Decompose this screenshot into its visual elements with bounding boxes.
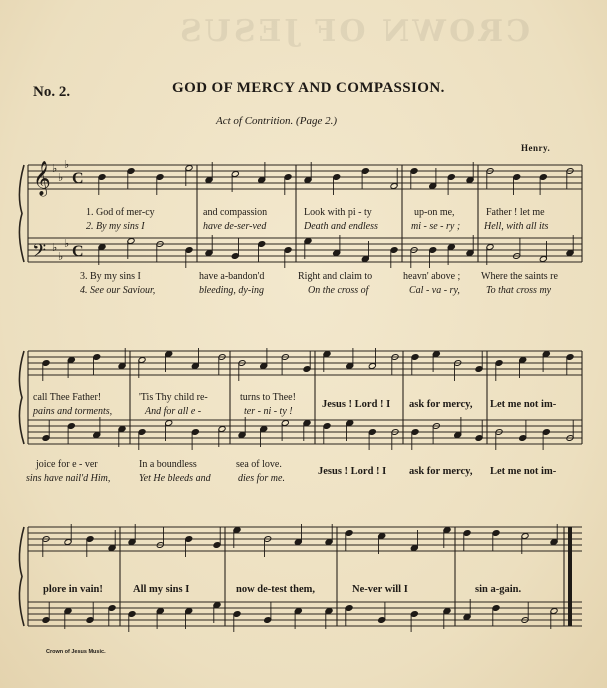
final-barline-thick	[568, 527, 572, 626]
lyric-line: sin a-gain.	[475, 584, 522, 595]
lyric-line: turns to Thee!	[240, 392, 296, 403]
lyric-line: Death and endless	[304, 221, 378, 232]
lyric-line: have a-bandon'd	[199, 271, 265, 282]
flat-sign: ♭	[64, 159, 70, 171]
lyric-line: pains and torments,	[33, 406, 113, 417]
lyric-line: 'Tis Thy child re-	[139, 392, 208, 403]
flat-sign: ♭	[58, 251, 64, 263]
lyric-line: Ne-ver will I	[352, 584, 408, 595]
lyric-line: Cal - va - ry,	[409, 285, 460, 296]
hymn-subtitle: Act of Contrition. (Page 2.)	[216, 115, 337, 127]
lyric-line: Let me not im-	[490, 466, 557, 477]
hymn-number: No. 2.	[33, 84, 71, 100]
lyric-line: Hell, with all its	[484, 221, 549, 232]
lyric-line: Jesus ! Lord ! I	[318, 466, 387, 477]
lyric-line: Father ! let me	[486, 207, 545, 218]
common-time: C	[72, 243, 84, 260]
lyric-line: Jesus ! Lord ! I	[322, 399, 391, 410]
lyric-line: Right and claim to	[298, 271, 373, 282]
lyric-line: call Thee Father!	[33, 392, 102, 403]
system-brace	[19, 165, 24, 262]
lyric-line: mi - se - ry ;	[411, 221, 461, 232]
lyric-line: All my sins I	[133, 584, 190, 595]
flat-sign: ♭	[58, 172, 64, 184]
notes	[42, 162, 574, 632]
footer-credit: Crown of Jesus Music.	[46, 649, 106, 655]
barlines	[19, 165, 582, 626]
system-brace	[19, 351, 24, 444]
lyric-line: On the cross of	[308, 285, 369, 296]
system-brace	[19, 527, 24, 626]
flat-sign: ♭	[64, 238, 70, 250]
lyric-line: ask for mercy,	[409, 466, 473, 477]
lyric-line: Look with pi - ty	[304, 207, 372, 218]
lyric-line: Yet He bleeds and	[139, 473, 211, 484]
lyric-line: Let me not im-	[490, 399, 557, 410]
lyric-line: 4. See our Saviour,	[80, 285, 156, 296]
bass-clef: 𝄢	[32, 241, 47, 266]
lyric-line: dies for me.	[238, 473, 285, 484]
hymn-title: GOD OF MERCY AND COMPASSION.	[172, 80, 445, 96]
lyric-line: bleeding, dy-ing	[199, 285, 264, 296]
lyric-line: ask for mercy,	[409, 399, 473, 410]
lyric-line: sins have nail'd Him,	[26, 473, 111, 484]
flat-sign: ♭	[52, 242, 58, 254]
lyric-line: And for all e -	[145, 406, 202, 417]
lyric-line: heavn' above ;	[403, 271, 461, 282]
bleed-through-text: CROWN OF JESUS	[177, 14, 530, 49]
flat-sign: ♭	[52, 163, 58, 175]
lyric-line: Where the saints re	[481, 271, 558, 282]
lyric-line: 3. By my sins I	[80, 271, 141, 282]
treble-clef: 𝄞	[33, 161, 51, 196]
composer-name: Henry.	[521, 143, 551, 153]
lyric-line: 1. God of mer-cy	[86, 207, 155, 218]
lyric-line: and compassion	[203, 207, 268, 218]
staff-lines	[28, 165, 582, 626]
common-time: C	[72, 170, 84, 187]
lyric-line: now de-test them,	[236, 584, 316, 595]
lyric-line: In a boundless	[139, 459, 197, 470]
lyric-line: have de-ser-ved	[203, 221, 267, 232]
lyric-line: sea of love.	[236, 459, 282, 470]
lyric-line: up-on me,	[414, 207, 455, 218]
lyric-line: plore in vain!	[43, 584, 103, 595]
lyric-line: joice for e - ver	[36, 459, 98, 470]
lyric-line: ter - ni - ty !	[244, 406, 293, 417]
lyric-line: 2. By my sins I	[86, 221, 145, 232]
lyric-line: To that cross my	[486, 285, 552, 296]
